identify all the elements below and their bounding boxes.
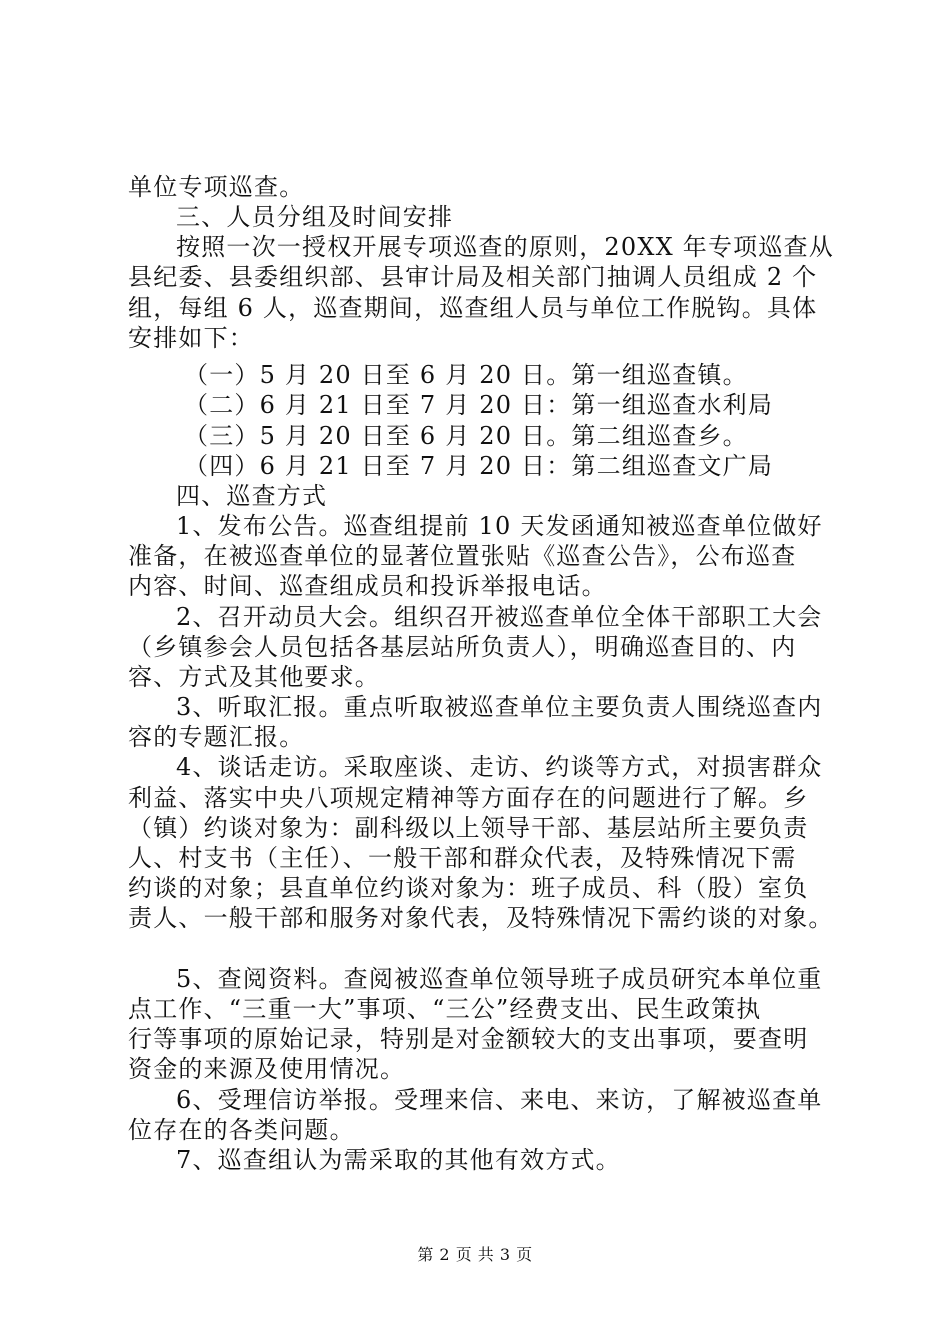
text-line: 资金的来源及使用情况。 — [128, 1055, 406, 1083]
text-line: 点工作、“三重一大”事项、“三公”经费支出、民生政策执 — [128, 995, 762, 1023]
text-line: 行等事项的原始记录，特别是对金额较大的支出事项，要查明 — [128, 1025, 809, 1053]
text-line: 安排如下： — [128, 324, 254, 352]
text-line: 容的专题汇报。 — [128, 723, 305, 751]
text-line: 2、召开动员大会。组织召开被巡查单位全体干部职工大会 — [176, 603, 823, 631]
schedule-item: （一）5 月 20 日至 6 月 20 日。第一组巡查镇。 — [184, 361, 748, 389]
section-heading: 三、人员分组及时间安排 — [176, 203, 454, 231]
text-line: 利益、落实中央八项规定精神等方面存在的问题进行了解。乡 — [128, 784, 809, 812]
text-line: 人、村支书（主任）、一般干部和群众代表，及特殊情况下需 — [128, 844, 797, 872]
text-line: 4、谈话走访。采取座谈、走访、约谈等方式，对损害群众 — [176, 753, 823, 781]
page-number-footer: 第 2 页 共 3 页 — [417, 1245, 533, 1264]
schedule-item: （四）6 月 21 日至 7 月 20 日：第二组巡查文广局 — [184, 452, 774, 480]
text-line: 1、发布公告。巡查组提前 10 天发函通知被巡查单位做好 — [176, 512, 823, 540]
text-line: （镇）约谈对象为：副科级以上领导干部、基层站所主要负责 — [128, 814, 809, 842]
text-line: 3、听取汇报。重点听取被巡查单位主要负责人围绕巡查内 — [176, 693, 823, 721]
text-line: 内容、时间、巡查组成员和投诉举报电话。 — [128, 572, 607, 600]
text-line: 容、方式及其他要求。 — [128, 663, 380, 691]
section-heading: 四、巡查方式 — [176, 482, 328, 510]
text-line: 按照一次一授权开展专项巡查的原则，20XX 年专项巡查从 — [176, 233, 834, 261]
text-line: 单位专项巡查。 — [128, 173, 305, 201]
text-line: 准备，在被巡查单位的显著位置张贴《巡查公告》，公布巡查 — [128, 542, 797, 570]
text-line: 组，每组 6 人，巡查期间，巡查组人员与单位工作脱钩。具体 — [128, 294, 818, 322]
text-line: 7、巡查组认为需采取的其他有效方式。 — [176, 1146, 621, 1174]
text-line: 5、查阅资料。查阅被巡查单位领导班子成员研究本单位重 — [176, 965, 823, 993]
schedule-item: （三）5 月 20 日至 6 月 20 日。第二组巡查乡。 — [184, 422, 748, 450]
schedule-item: （二）6 月 21 日至 7 月 20 日：第一组巡查水利局 — [184, 391, 774, 419]
text-line: 县纪委、县委组织部、县审计局及相关部门抽调人员组成 2 个 — [128, 263, 818, 291]
text-line: 责人、一般干部和服务对象代表，及特殊情况下需约谈的对象。 — [128, 904, 834, 932]
text-line: 约谈的对象；县直单位约谈对象为：班子成员、科（股）室负 — [128, 874, 809, 902]
text-line: 6、受理信访举报。受理来信、来电、来访，了解被巡查单 — [176, 1086, 823, 1114]
text-line: 位存在的各类问题。 — [128, 1116, 355, 1144]
text-line: （乡镇参会人员包括各基层站所负责人），明确巡查目的、内 — [128, 633, 797, 661]
